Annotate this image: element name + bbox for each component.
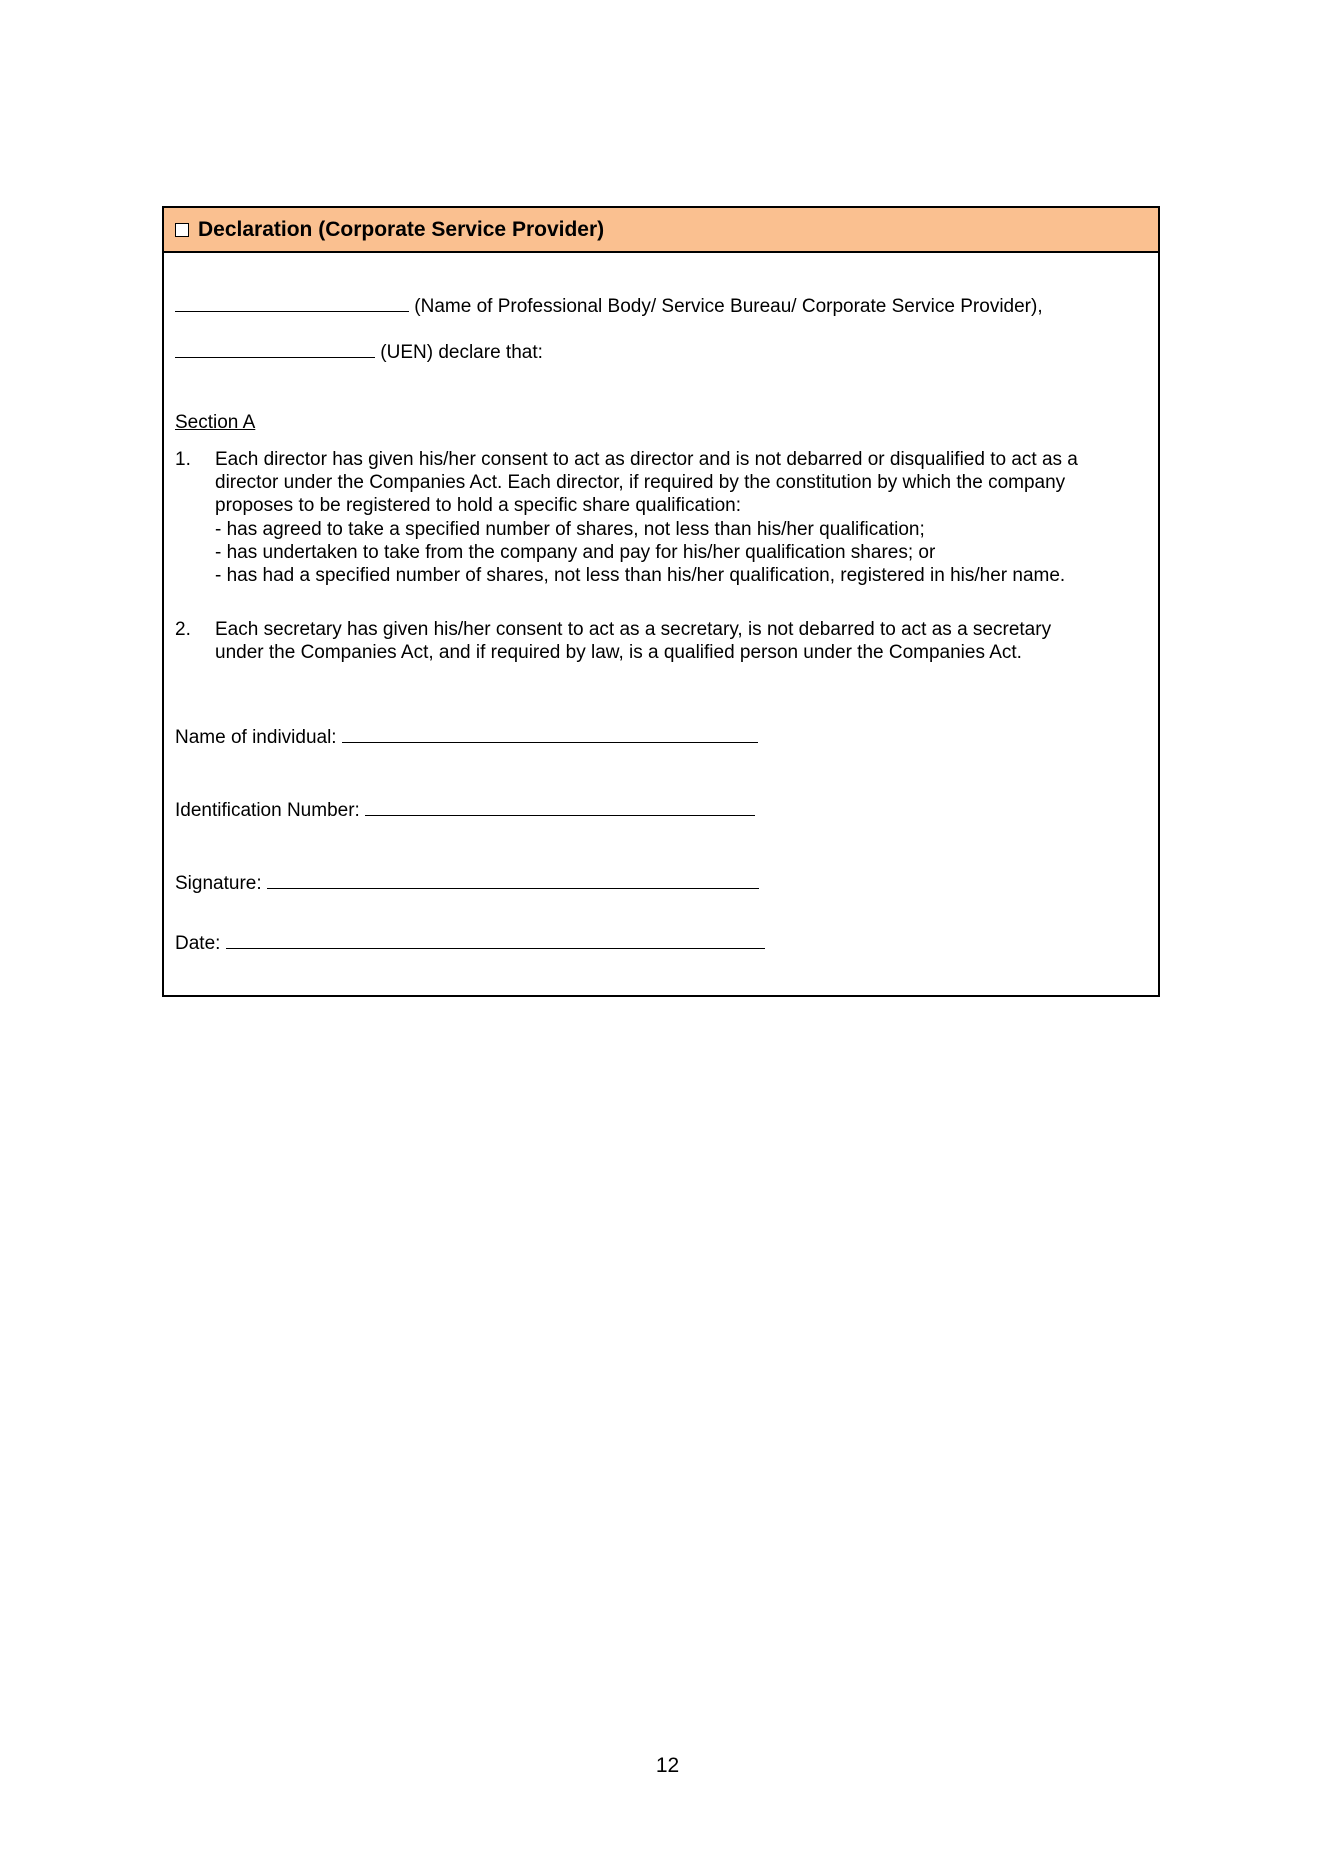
uen-suffix: (UEN) declare that: (380, 342, 543, 363)
date-blank[interactable] (226, 931, 765, 949)
identification-number-blank[interactable] (365, 798, 755, 816)
list-line: Each director has given his/her consent to act as director and is not debarred or disqualified to act as a (215, 449, 1078, 470)
list-line: - has undertaken to take from the company and pay for his/her qualification shares; or (215, 541, 936, 563)
form-header (164, 208, 1158, 253)
list-line: under the Companies Act, and if required by law, is a qualified person under the Companies Act. (215, 642, 1022, 664)
date-field (175, 931, 765, 955)
uen-line (175, 340, 543, 364)
name-of-body-blank[interactable] (175, 294, 409, 312)
list-line: proposes to be registered to hold a specific share qualification: (215, 495, 741, 517)
list-line: director under the Companies Act. Each director, if required by the constitution by which the company (215, 472, 1066, 494)
uen-blank[interactable] (175, 340, 375, 358)
list-item-1 (175, 448, 1135, 587)
list-item-2 (175, 618, 1135, 664)
signature-field (175, 871, 759, 895)
name-of-individual-blank[interactable] (342, 725, 758, 743)
list-line: - has agreed to take a specified number of shares, not less than his/her qualification; (215, 518, 925, 540)
name-of-individual-field (175, 725, 758, 749)
date-label: Date: (175, 933, 221, 954)
identification-number-field (175, 798, 755, 822)
page-number: 12 (655, 1754, 680, 1777)
name-of-body-line (175, 294, 1043, 318)
list-line: Each secretary has given his/her consent to act as a secretary, is not debarred to act as a secretary (215, 619, 1052, 640)
section-title: Section A (175, 412, 256, 433)
identification-number-label: Identification Number: (175, 800, 360, 821)
list-number: 1. (175, 449, 191, 470)
name-of-body-suffix: (Name of Professional Body/ Service Bureau/ Corporate Service Provider), (414, 296, 1043, 317)
declaration-checkbox[interactable] (175, 223, 189, 237)
list-number: 2. (175, 619, 191, 640)
signature-label: Signature: (175, 873, 262, 894)
name-of-individual-label: Name of individual: (175, 727, 337, 748)
declaration-form (162, 206, 1160, 997)
signature-blank[interactable] (267, 871, 759, 889)
list-line: - has had a specified number of shares, not less than his/her qualification, registered in his/her name. (215, 565, 1066, 587)
form-title: Declaration (Corporate Service Provider) (198, 217, 605, 241)
